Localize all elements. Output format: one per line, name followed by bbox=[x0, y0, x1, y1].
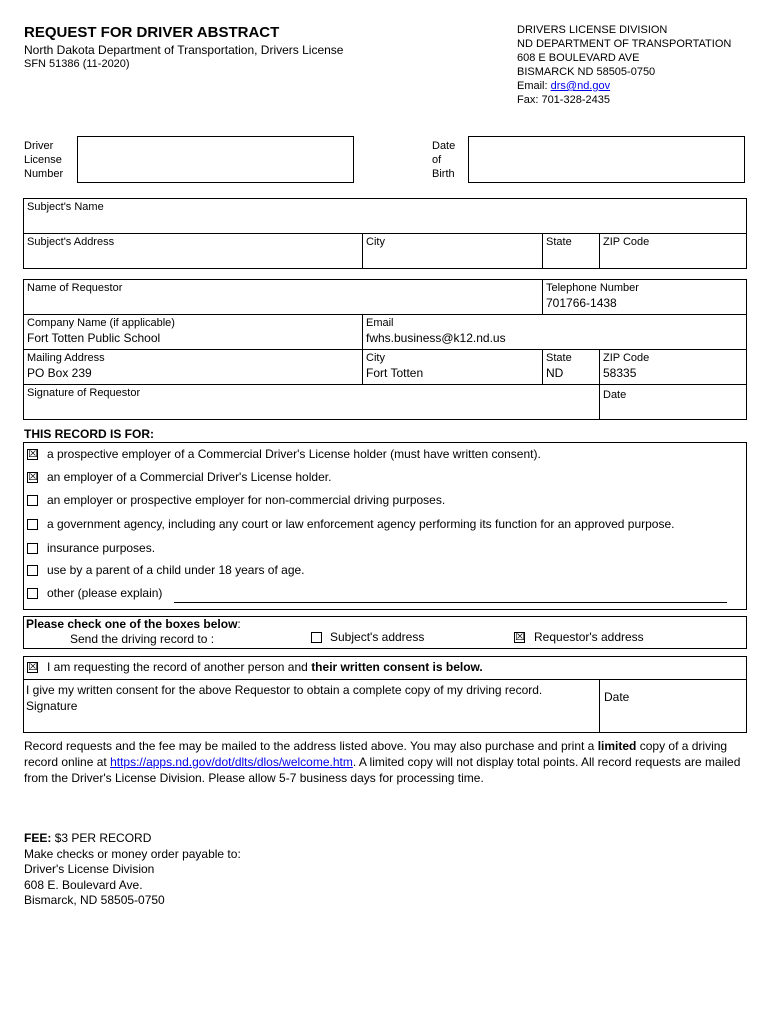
requestor-signature-field[interactable] bbox=[23, 384, 600, 420]
mailing-address-value: PO Box 239 bbox=[27, 366, 92, 380]
fee-payable-line: Make checks or money order payable to: bbox=[24, 846, 241, 861]
requestor-phone-field[interactable] bbox=[542, 279, 747, 315]
requestor-state-label: State bbox=[546, 352, 572, 364]
fee-amount: $3 PER RECORD bbox=[54, 831, 152, 845]
send-to-heading bbox=[26, 617, 241, 631]
requestor-phone-value: 701766-1438 bbox=[546, 296, 617, 310]
subject-city-field[interactable] bbox=[362, 233, 543, 269]
dob-label-line: Birth bbox=[432, 168, 455, 180]
send-to-colon: : bbox=[237, 617, 241, 631]
license-label-line: Driver bbox=[24, 140, 54, 152]
subject-address-option-label: Subject's address bbox=[330, 630, 425, 644]
online-records-link[interactable]: https://apps.nd.gov/dot/dlts/dlos/welcome.htm bbox=[110, 755, 353, 769]
subject-address-field[interactable] bbox=[23, 233, 363, 269]
requestor-email-value: fwhs.business@k12.nd.us bbox=[366, 331, 506, 345]
license-label-line: Number bbox=[24, 168, 64, 180]
other-explain-line[interactable] bbox=[174, 602, 727, 603]
consent-date-label: Date bbox=[604, 690, 630, 704]
company-name-value: Fort Totten Public School bbox=[27, 331, 161, 345]
fee-street-line: 608 E. Boulevard Ave. bbox=[24, 877, 143, 892]
fee-payee-line: Driver's License Division bbox=[24, 862, 155, 876]
consent-signature-field[interactable] bbox=[23, 679, 600, 733]
purpose-checkbox-3[interactable] bbox=[27, 495, 38, 506]
subject-city-label: City bbox=[366, 236, 385, 248]
purpose-option-1-label: a prospective employer of a Commercial Driver's License holder (must have written consent). bbox=[47, 447, 541, 461]
record-purpose-heading: THIS RECORD IS FOR: bbox=[24, 427, 155, 441]
division-address bbox=[517, 23, 731, 107]
address-line-2: ND DEPARTMENT OF TRANSPORTATION bbox=[517, 38, 732, 50]
requestor-address-checkbox[interactable]: ☒ bbox=[515, 631, 525, 643]
subject-address-checkbox[interactable] bbox=[311, 632, 322, 643]
form-number: SFN 51386 (11-2020) bbox=[24, 58, 130, 70]
mailing-address-field[interactable] bbox=[23, 349, 363, 385]
requestor-city-field[interactable] bbox=[362, 349, 543, 385]
address-line-1: DRIVERS LICENSE DIVISION bbox=[517, 24, 668, 36]
requestor-date-label: Date bbox=[603, 389, 627, 401]
purpose-option-7-label: other (please explain) bbox=[47, 586, 163, 600]
info-part-2: copy of a driving record online at bbox=[24, 739, 728, 769]
fee-label: FEE: bbox=[24, 831, 52, 845]
info-part-3: . A limited copy will not display total points. All record requests are mailed from the Driver's License Division. Please allow 5-7 business days for processing time. bbox=[24, 755, 741, 785]
purpose-checkbox-7[interactable] bbox=[27, 588, 38, 599]
consent-signature-label: Signature bbox=[26, 699, 78, 713]
address-line-4: BISMARCK ND 58505-0750 bbox=[517, 66, 656, 78]
requestor-name-field[interactable] bbox=[23, 279, 543, 315]
purpose-option-5-label: insurance purposes. bbox=[47, 541, 156, 555]
license-label-line: License bbox=[24, 154, 62, 166]
requestor-email-field[interactable] bbox=[362, 314, 747, 350]
purpose-checkbox-6[interactable] bbox=[27, 565, 38, 576]
requestor-zip-label: ZIP Code bbox=[603, 352, 650, 364]
requestor-email-label: Email bbox=[366, 317, 394, 329]
consent-statement: I give my written consent for the above Requestor to obtain a complete copy of my driving record. bbox=[26, 683, 543, 697]
purpose-option-3-label: an employer or prospective employer for non-commercial driving purposes. bbox=[47, 493, 446, 507]
consent-request-text bbox=[47, 660, 483, 674]
consent-request-plain: I am requesting the record of another person and bbox=[47, 660, 308, 674]
consent-request-bold: their written consent is below. bbox=[311, 660, 483, 674]
subject-name-field[interactable] bbox=[23, 198, 747, 234]
dob-label-line: of bbox=[432, 154, 442, 166]
fee-line bbox=[24, 831, 241, 847]
instructions-paragraph bbox=[24, 738, 744, 786]
info-part-1: Record requests and the fee may be mailed to the address listed above. You may also purchase and print a bbox=[24, 739, 595, 753]
purpose-checkbox-5[interactable] bbox=[27, 543, 38, 554]
fee-block bbox=[24, 831, 241, 909]
company-name-field[interactable] bbox=[23, 314, 363, 350]
consent-date-field[interactable] bbox=[599, 679, 747, 733]
requestor-signature-label: Signature of Requestor bbox=[27, 387, 141, 399]
department-name: North Dakota Department of Transportation, Drivers License bbox=[24, 43, 344, 57]
company-name-label: Company Name (if applicable) bbox=[27, 317, 175, 329]
dob-label-line: Date bbox=[432, 140, 456, 152]
requestor-zip-field[interactable] bbox=[599, 349, 747, 385]
address-line-3: 608 E BOULEVARD AVE bbox=[517, 52, 640, 64]
form-title: REQUEST FOR DRIVER ABSTRACT bbox=[24, 24, 280, 41]
send-to-heading-bold: Please check one of the boxes below bbox=[26, 617, 238, 631]
requestor-name-label: Name of Requestor bbox=[27, 282, 123, 294]
dob-field[interactable] bbox=[468, 136, 745, 183]
division-email-link[interactable]: drs@nd.gov bbox=[550, 80, 611, 92]
subject-zip-label: ZIP Code bbox=[603, 236, 650, 248]
purpose-checkbox-1[interactable]: ☒ bbox=[28, 448, 38, 460]
requestor-address-option-label: Requestor's address bbox=[534, 630, 644, 644]
purpose-option-6-label: use by a parent of a child under 18 years of age. bbox=[47, 563, 305, 577]
consent-checkbox[interactable]: ☒ bbox=[28, 661, 38, 673]
info-limited: limited bbox=[597, 739, 637, 753]
mailing-address-label: Mailing Address bbox=[27, 352, 105, 364]
fee-city-line: Bismarck, ND 58505-0750 bbox=[24, 893, 165, 907]
subject-state-field[interactable] bbox=[542, 233, 600, 269]
subject-name-label: Subject's Name bbox=[27, 201, 104, 213]
driver-license-field[interactable] bbox=[77, 136, 354, 183]
requestor-phone-label: Telephone Number bbox=[546, 282, 639, 294]
address-email-line bbox=[517, 79, 731, 93]
driver-license-label bbox=[24, 139, 63, 181]
requestor-city-label: City bbox=[366, 352, 385, 364]
purpose-option-2-label: an employer of a Commercial Driver's License holder. bbox=[47, 470, 332, 484]
send-to-label: Send the driving record to : bbox=[70, 632, 215, 646]
requestor-state-field[interactable] bbox=[542, 349, 600, 385]
requestor-state-value: ND bbox=[546, 366, 564, 380]
email-label: Email: bbox=[517, 80, 548, 92]
requestor-zip-value: 58335 bbox=[603, 366, 637, 380]
subject-state-label: State bbox=[546, 236, 572, 248]
dob-label bbox=[432, 139, 455, 181]
purpose-checkbox-4[interactable] bbox=[27, 519, 38, 530]
requestor-city-value: Fort Totten bbox=[366, 366, 424, 380]
purpose-checkbox-2[interactable]: ☒ bbox=[28, 471, 38, 483]
address-fax: Fax: 701-328-2435 bbox=[517, 94, 610, 106]
requestor-date-field[interactable] bbox=[599, 384, 747, 420]
purpose-option-4-label: a government agency, including any court or law enforcement agency performing its function for an approved purpose. bbox=[47, 517, 675, 531]
subject-zip-field[interactable] bbox=[599, 233, 747, 269]
subject-address-label: Subject's Address bbox=[27, 236, 115, 248]
